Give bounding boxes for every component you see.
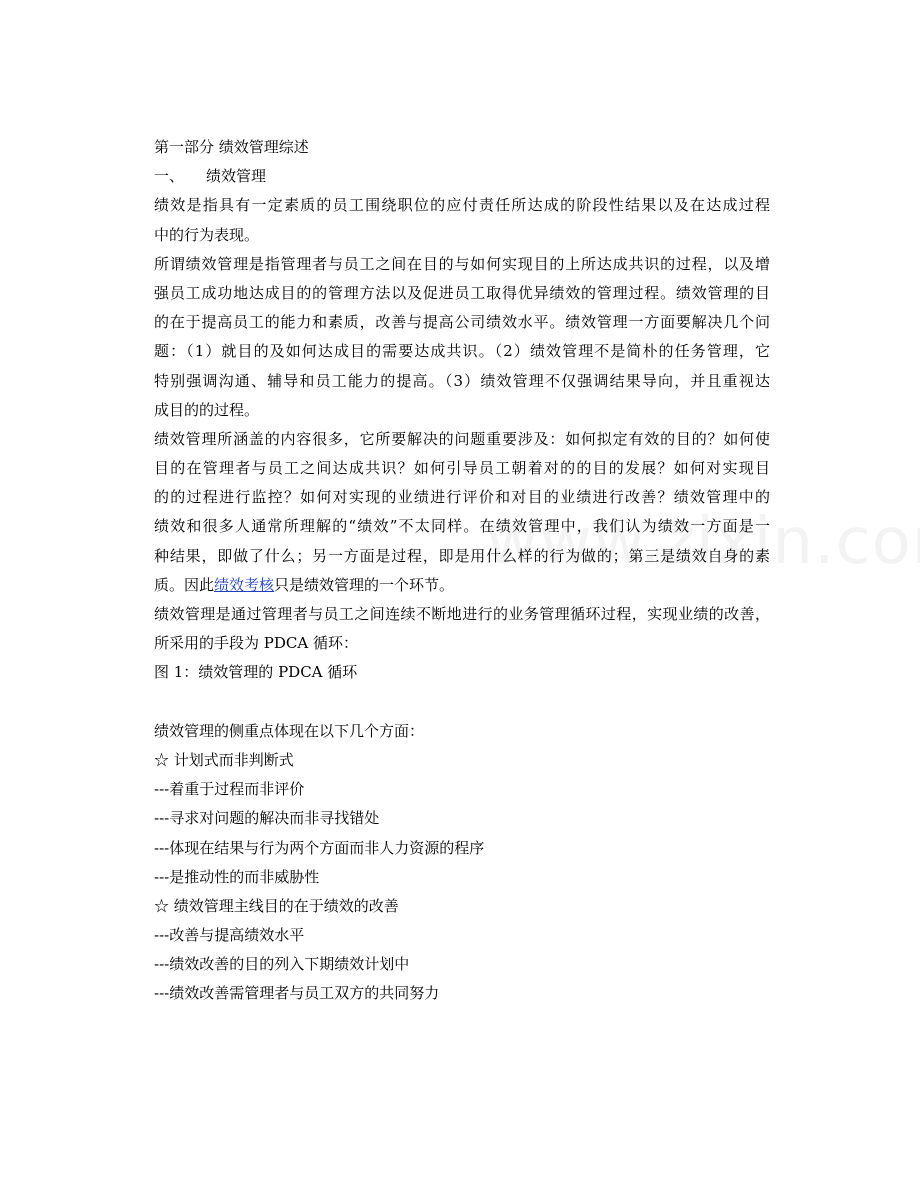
list-item: ---绩效改善需管理者与员工双方的共同努力 [154, 984, 440, 1003]
list-item: ---绩效改善的目的列入下期绩效计划中 [154, 955, 410, 974]
list-item: ---寻求对问题的解决而非寻找错处 [154, 809, 380, 828]
paragraph-line: 所谓绩效管理是指管理者与员工之间在目的与如何实现目的上所达成共识的过程，以及增 [154, 254, 770, 273]
figure-caption: 图 1：绩效管理的 PDCA 循环 [154, 663, 358, 682]
paragraph-text: 质。因此 [154, 575, 215, 594]
section-title: 第一部分 绩效管理综述 [154, 138, 309, 156]
paragraph-line: 种结果，即做了什么；另一方面是过程，即是用什么样的行为做的；第三是绩效自身的素 [154, 546, 770, 565]
paragraph-line: 中的行为表现。 [154, 225, 260, 244]
list-item: ---体现在结果与行为两个方面而非人力资源的程序 [154, 838, 485, 857]
paragraph-line: 的的过程进行监控？如何对实现的业绩进行评价和对目的业绩进行改善？绩效管理中的 [154, 488, 770, 507]
heading-1 [154, 162, 774, 191]
paragraph-line: 特别强调沟通、辅导和员工能力的提高。（3）绩效管理不仅强调结果导向，并且重视达 [154, 371, 770, 390]
paragraph-line: 绩效管理所涵盖的内容很多，它所要解决的问题重要涉及：如何拟定有效的目的？如何使 [154, 429, 770, 448]
paragraph-line: 所采用的手段为 PDCA 循环： [154, 634, 358, 653]
paragraph-line: 绩效和很多人通常所理解的“绩效”不太同样。在绩效管理中，我们认为绩效一方面是一 [154, 517, 770, 536]
paragraph-line: 成目的的过程。 [154, 400, 260, 419]
paragraph-scope [154, 425, 774, 600]
performance-appraisal-link[interactable]: 绩效考核 [214, 575, 275, 594]
paragraph-line: 的在于提高员工的能力和素质，改善与提高公司绩效水平。绩效管理一方面要解决几个问 [154, 313, 770, 332]
paragraph-line: 绩效是指具有一定素质的员工围绕职位的应付责任所达成的阶段性结果以及在达成过程 [154, 196, 770, 215]
paragraph-management [154, 250, 774, 425]
paragraph-pdca [154, 600, 774, 658]
list-item: ---是推动性的而非威胁性 [154, 867, 320, 886]
heading-text: 绩效管理 [206, 167, 267, 186]
focus-heading-planning: ☆ 计划式而非判断式 [154, 750, 294, 769]
paragraph-definition [154, 191, 774, 249]
focus-intro: 绩效管理的侧重点体现在以下几个方面： [154, 721, 425, 740]
paragraph-line: 题：（1）就目的及如何达成目的需要达成共识。（2）绩效管理不是简朴的任务管理，它 [154, 342, 770, 361]
list-item: ---着重于过程而非评价 [154, 780, 305, 799]
focus-heading-improvement: ☆ 绩效管理主线目的在于绩效的改善 [154, 896, 399, 915]
paragraph-line: 绩效管理是通过管理者与员工之间连续不断地进行的业务管理循环过程，实现业绩的改善， [154, 605, 770, 623]
paragraph-line: 目的在管理者与员工之间达成共识？如何引导员工朝着对的的目的发展？如何对实现目 [154, 459, 770, 478]
paragraph-line: 强员工成功地达成目的的管理方法以及促进员工取得优异绩效的管理过程。绩效管理的目 [154, 283, 770, 302]
document-body [154, 133, 774, 1009]
heading-number: 一、 [154, 167, 185, 186]
paragraph-line [154, 571, 774, 600]
paragraph-text: 只是绩效管理的一个环节。 [274, 575, 455, 594]
figure-placeholder [154, 688, 774, 717]
list-item: ---改善与提高绩效水平 [154, 926, 305, 945]
